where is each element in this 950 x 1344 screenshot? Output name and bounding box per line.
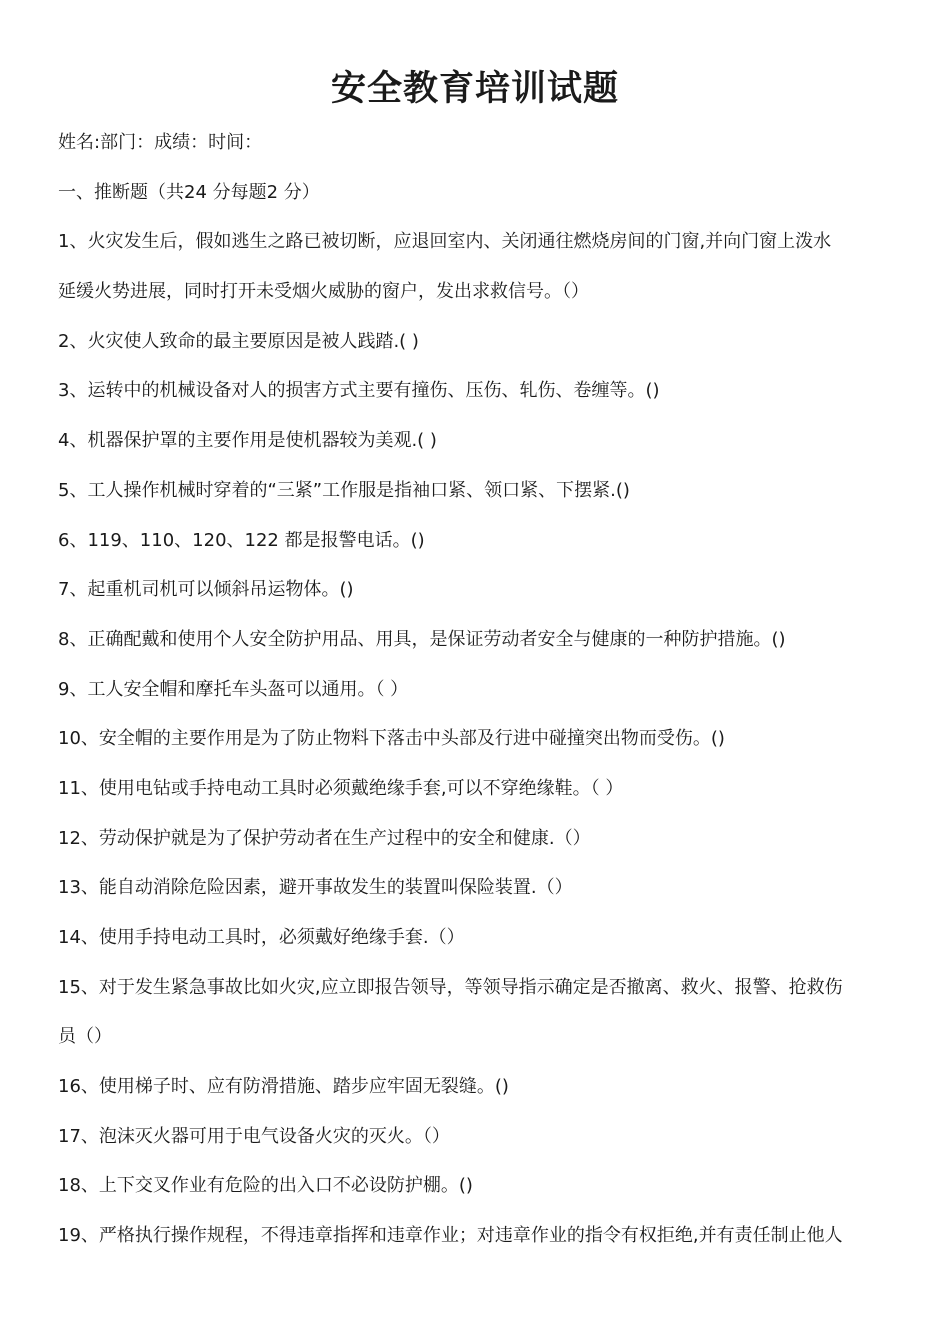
document-body xyxy=(58,118,898,1261)
question-line: 6、119、110、120、122 都是报警电话。() xyxy=(58,529,425,551)
question-line: 7、起重机司机可以倾斜吊运物体。() xyxy=(58,579,354,601)
question-line: 员（） xyxy=(58,1026,112,1048)
question-line: 18、上下交叉作业有危险的出入口不必设防护棚。() xyxy=(58,1175,473,1197)
question-line: 5、工人操作机械时穿着的“三紧”工作服是指袖口紧、领口紧、下摆紧.() xyxy=(58,479,630,501)
question-line: 13、能自动消除危险因素，避开事故发生的装置叫保险装置.（） xyxy=(58,877,573,899)
question-line: 1、火灾发生后，假如逃生之路已被切断，应退回室内、关闭通往燃烧房间的门窗,并向门窗上泼水 xyxy=(58,231,832,253)
question-line: 3、运转中的机械设备对人的损害方式主要有撞伤、压伤、轧伤、卷缠等。() xyxy=(58,380,660,402)
question-line: 4、机器保护罩的主要作用是使机器较为美观.( ) xyxy=(58,430,437,452)
page-title: 安全教育培训试题 xyxy=(330,69,619,109)
question-line: 19、严格执行操作规程，不得违章指挥和违章作业；对违章作业的指令有权拒绝,并有责任制止他人 xyxy=(58,1225,843,1247)
header-fields: 姓名:部门：成绩：时间： xyxy=(58,132,263,153)
question-line: 12、劳动保护就是为了保护劳动者在生产过程中的安全和健康.（） xyxy=(58,827,591,849)
question-line: 8、正确配戴和使用个人安全防护用品、用具，是保证劳动者安全与健康的一种防护措施。() xyxy=(58,628,786,650)
question-line: 17、泡沫灭火器可用于电气设备火灾的灭火。（） xyxy=(58,1125,450,1147)
question-line: 2、火灾使人致命的最主要原因是被人践踏.( ) xyxy=(58,330,419,352)
question-line: 15、对于发生紧急事故比如火灾,应立即报告领导，等领导指示确定是否撤离、救火、报警、抢救伤 xyxy=(58,976,843,998)
question-line: 10、安全帽的主要作用是为了防止物料下落击中头部及行进中碰撞突出物而受伤。() xyxy=(58,728,725,750)
question-line: 16、使用梯子时、应有防滑措施、踏步应牢固无裂缝。() xyxy=(58,1076,509,1098)
question-line: 14、使用手持电动工具时，必须戴好绝缘手套.（） xyxy=(58,927,465,948)
question-line: 延缓火势进展，同时打开未受烟火威胁的窗户，发出求救信号。（） xyxy=(58,281,589,303)
section-heading: 一、推断题（共24 分每题2 分） xyxy=(58,181,320,203)
question-line: 9、工人安全帽和摩托车头盔可以通用。（ ） xyxy=(58,678,409,700)
question-line: 11、使用电钻或手持电动工具时必须戴绝缘手套,可以不穿绝缘鞋。（ ） xyxy=(58,777,624,799)
